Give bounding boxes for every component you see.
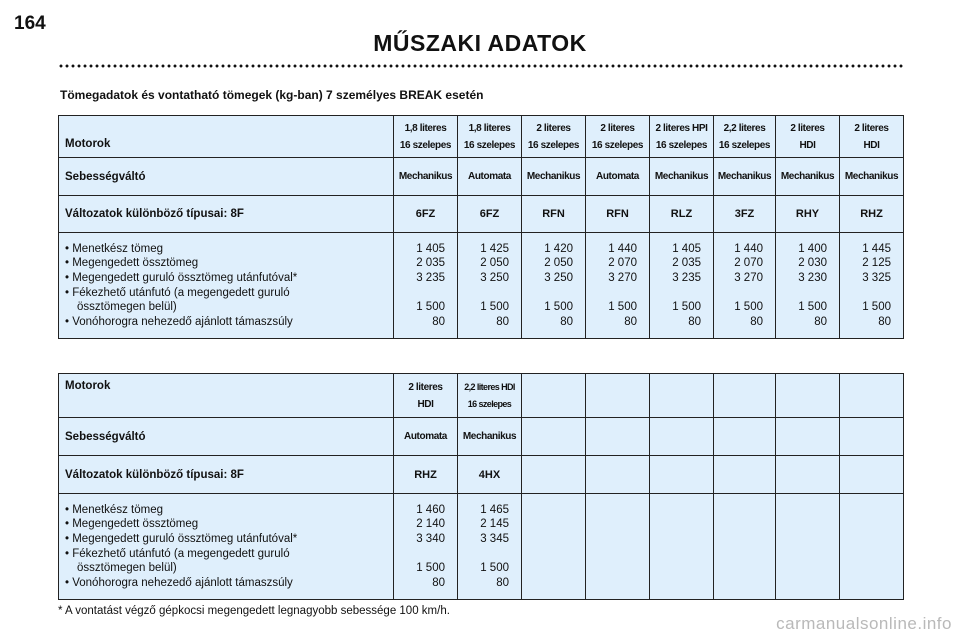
gearbox-row — [59, 158, 904, 196]
empty-cell — [776, 456, 840, 494]
mass-row-labels: • Menetkész tömeg • Megengedett össztömeg • Megengedett guruló össztömeg utánfutóval* • Fékezhető utánfutó (a megengedett guruló össztömegen belül) • Vonóhorogra nehezedő ajánlott támaszsúly — [59, 233, 394, 339]
variant-code: RFN — [522, 196, 586, 233]
variant-label: Változatok különböző típusai: 8F — [59, 456, 394, 494]
gearbox-cell: Automata — [394, 418, 458, 456]
mass-values: 1 460 2 140 3 340 1 500 80 — [394, 494, 458, 600]
mass-values: 1 405 2 035 3 235 1 500 80 — [394, 233, 458, 339]
page-number: 164 — [14, 13, 46, 34]
empty-cell — [522, 374, 586, 418]
mass-values: 1 425 2 050 3 250 1 500 80 — [458, 233, 522, 339]
gearbox-cell: Mechanikus — [394, 158, 458, 196]
gearbox-cell: Mechanikus — [650, 158, 714, 196]
empty-cell — [714, 418, 776, 456]
variant-row — [59, 196, 904, 233]
mass-values-row — [59, 494, 904, 600]
empty-cell — [522, 418, 586, 456]
mass-values: 1 440 2 070 3 270 1 500 80 — [586, 233, 650, 339]
empty-cell — [522, 494, 586, 600]
gearbox-cell: Automata — [586, 158, 650, 196]
engine-cell: 2,2 literes 16 szelepes — [714, 116, 776, 158]
engine-label: Motorok — [59, 116, 394, 158]
empty-cell — [650, 494, 714, 600]
section-subtitle: Tömegadatok és vontatható tömegek (kg-ban) 7 személyes BREAK esetén — [60, 88, 484, 102]
engine-cell: 1,8 literes 16 szelepes — [394, 116, 458, 158]
empty-cell — [586, 374, 650, 418]
mass-row-labels: • Menetkész tömeg • Megengedett össztömeg • Megengedett guruló össztömeg utánfutóval* • Fékezhető utánfutó (a megengedett guruló össztömegen belül) • Vonóhorogra nehezedő ajánlott támaszsúly — [59, 494, 394, 600]
empty-cell — [714, 456, 776, 494]
empty-cell — [522, 456, 586, 494]
gearbox-cell: Mechanikus — [458, 418, 522, 456]
variant-code: RFN — [586, 196, 650, 233]
mass-values: 1 405 2 035 3 235 1 500 80 — [650, 233, 714, 339]
mass-values: 1 440 2 070 3 270 1 500 80 — [714, 233, 776, 339]
engine-cell: 2 literes HDI — [394, 374, 458, 418]
engine-cell: 2 literes 16 szelepes — [586, 116, 650, 158]
variant-row — [59, 456, 904, 494]
mass-values: 1 420 2 050 3 250 1 500 80 — [522, 233, 586, 339]
variant-code: RHZ — [394, 456, 458, 494]
gearbox-cell: Mechanikus — [776, 158, 840, 196]
empty-cell — [650, 374, 714, 418]
empty-cell — [714, 374, 776, 418]
gearbox-cell: Mechanikus — [840, 158, 904, 196]
mass-values-row — [59, 233, 904, 339]
variant-code: 6FZ — [458, 196, 522, 233]
page-title: MŰSZAKI ADATOK — [373, 30, 587, 56]
mass-table-1 — [58, 115, 904, 339]
empty-cell — [776, 418, 840, 456]
empty-cell — [714, 494, 776, 600]
mass-values: 1 465 2 145 3 345 1 500 80 — [458, 494, 522, 600]
engine-row — [59, 116, 904, 158]
empty-cell — [650, 418, 714, 456]
gearbox-label: Sebességváltó — [59, 418, 394, 456]
watermark: carmanualsonline.info — [776, 614, 952, 633]
variant-code: RHY — [776, 196, 840, 233]
gearbox-cell: Automata — [458, 158, 522, 196]
empty-cell — [840, 418, 904, 456]
engine-row — [59, 374, 904, 418]
engine-cell: 2 literes 16 szelepes — [522, 116, 586, 158]
mass-values: 1 400 2 030 3 230 1 500 80 — [776, 233, 840, 339]
variant-code: 6FZ — [394, 196, 458, 233]
gearbox-row — [59, 418, 904, 456]
engine-cell: 2,2 literes HDI 16 szelepes — [458, 374, 522, 418]
empty-cell — [776, 374, 840, 418]
footnote: * A vontatást végző gépkocsi megengedett legnagyobb sebessége 100 km/h. — [58, 605, 450, 617]
gearbox-cell: Mechanikus — [714, 158, 776, 196]
empty-cell — [586, 456, 650, 494]
empty-cell — [586, 418, 650, 456]
empty-cell — [586, 494, 650, 600]
engine-cell: 2 literes HDI — [776, 116, 840, 158]
empty-cell — [776, 494, 840, 600]
mass-table-2 — [58, 373, 904, 600]
empty-cell — [650, 456, 714, 494]
empty-cell — [840, 494, 904, 600]
variant-code: 4HX — [458, 456, 522, 494]
dotted-divider — [58, 64, 903, 68]
variant-code: RHZ — [840, 196, 904, 233]
engine-cell: 2 literes HPI 16 szelepes — [650, 116, 714, 158]
engine-cell: 2 literes HDI — [840, 116, 904, 158]
engine-label: Motorok — [59, 374, 394, 418]
empty-cell — [840, 374, 904, 418]
variant-code: RLZ — [650, 196, 714, 233]
mass-values: 1 445 2 125 3 325 1 500 80 — [840, 233, 904, 339]
empty-cell — [840, 456, 904, 494]
variant-code: 3FZ — [714, 196, 776, 233]
gearbox-cell: Mechanikus — [522, 158, 586, 196]
engine-cell: 1,8 literes 16 szelepes — [458, 116, 522, 158]
gearbox-label: Sebességváltó — [59, 158, 394, 196]
variant-label: Változatok különböző típusai: 8F — [59, 196, 394, 233]
